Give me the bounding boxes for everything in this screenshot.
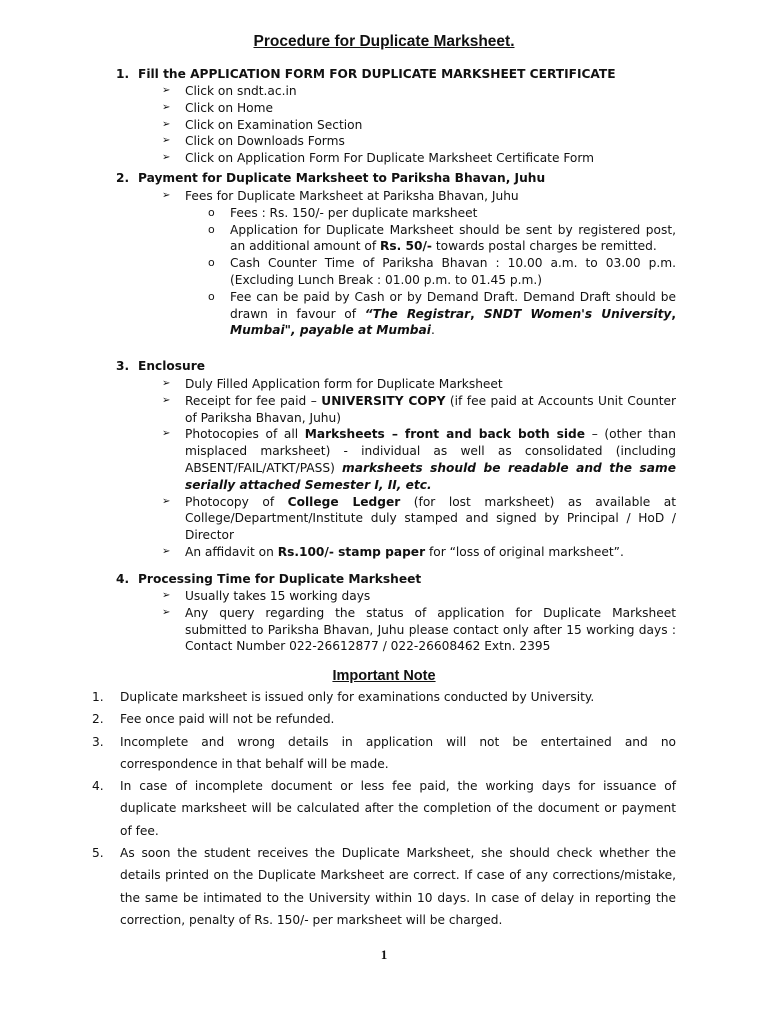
arrow-bullet-icon: ➢: [162, 152, 171, 164]
note-item: 4. In case of incomplete document or less fee paid, the working days for issuance of duplicate marksheet will be calculated after the completion of the document or payment of fee.: [92, 779, 676, 838]
section-4-list: [162, 588, 676, 655]
arrow-bullet-icon: ➢: [162, 394, 171, 406]
arrow-bullet-icon: ➢: [162, 378, 171, 389]
arrow-bullet-icon: ➢: [162, 428, 171, 440]
section-3-heading: [116, 358, 676, 375]
fees-sublist: [185, 205, 676, 339]
arrow-bullet-icon: ➢: [162, 495, 171, 507]
section-heading-text: Enclosure: [138, 359, 205, 373]
circle-bullet-icon: o: [208, 205, 215, 219]
note-item: 1. Duplicate marksheet is issued only for examinations conducted by University.: [92, 690, 595, 704]
page-number: 1: [380, 947, 388, 962]
section-4-heading: [116, 571, 676, 588]
list-item: ➢ Duly Filled Application form for Duplicate Marksheet: [162, 377, 503, 391]
list-item: ➢ Usually takes 15 working days: [162, 589, 371, 603]
list-item: ➢ Click on Downloads Forms: [162, 134, 345, 149]
section-heading-text: Processing Time for Duplicate Marksheet: [138, 572, 422, 586]
section-heading-text: Fill the APPLICATION FORM FOR DUPLICATE MARKSHEET CERTIFICATE: [138, 67, 616, 81]
section-3-list: [162, 376, 676, 561]
sublist-item: o Cash Counter Time of Pariksha Bhavan : 10.00 a.m. to 03.00 p.m. (Excluding Lunch Break : 01.00 p.m. to 01.45 p.m.): [208, 256, 676, 287]
section-heading-text: Payment for Duplicate Marksheet to Pariksha Bhavan, Juhu: [138, 171, 546, 185]
arrow-bullet-icon: ➢: [162, 545, 171, 557]
list-item: ➢ Any query regarding the status of application for Duplicate Marksheet submitted to Pariksha Bhavan, Juhu please contact only after 15 working days : Contact Number 022-26612877 / 022-26608462 Extn. 2395: [162, 605, 676, 654]
arrow-bullet-icon: ➢: [162, 118, 171, 130]
list-item: ➢ An affidavit on Rs.100/- stamp paper for “loss of original marksheet”.: [162, 544, 624, 559]
list-item: ➢ Receipt for fee paid – UNIVERSITY COPY (if fee paid at Accounts Unit Counter of Pariksha Bhavan, Juhu): [162, 393, 677, 425]
list-item: ➢ Click on Home: [162, 100, 273, 115]
list-item: ➢ Click on Application Form For Duplicate Marksheet Certificate Form: [162, 151, 595, 166]
note-item: 2. Fee once paid will not be refunded.: [92, 712, 335, 727]
arrow-bullet-icon: ➢: [162, 606, 171, 618]
important-note-list: [92, 686, 676, 931]
sublist-item: o Fees : Rs. 150/- per duplicate marksheet: [208, 205, 478, 220]
note-item: 5. As soon the student receives the Duplicate Marksheet, she should check whether the details printed on the Duplicate Marksheet are correct. If case of any corrections/mistake, the same be intimated to the University within 10 days. In case of delay in reporting the correction, penalty of Rs. 150/- per marksheet will be charged.: [92, 846, 676, 927]
section-number: 3.: [116, 359, 130, 373]
important-note-title: Important Note: [332, 668, 436, 684]
list-item: ➢ Click on sndt.ac.in: [162, 84, 297, 98]
section-number: 4.: [116, 572, 130, 586]
circle-bullet-icon: o: [208, 256, 215, 270]
arrow-bullet-icon: ➢: [162, 135, 171, 147]
section-2-heading: [116, 170, 676, 187]
section-number: 2.: [116, 171, 130, 185]
circle-bullet-icon: o: [208, 222, 215, 236]
note-item: 3. Incomplete and wrong details in application will not be entertained and no correspondence in that behalf will be made.: [92, 734, 676, 771]
section-1-list: [162, 83, 676, 167]
sublist-item: o Application for Duplicate Marksheet should be sent by registered post, an additional amount of Rs. 50/- towards postal charges be remitted.: [208, 222, 676, 254]
page-title: Procedure for Duplicate Marksheet.: [253, 33, 515, 50]
arrow-bullet-icon: ➢: [162, 590, 171, 601]
list-item: ➢ Photocopy of College Ledger (for lost marksheet) as available at College/Department/Institute duly stamped and signed by Principal / HoD / Director: [162, 494, 676, 543]
list-item: ➢ Fees for Duplicate Marksheet at Pariksha Bhavan, Juhu o Fees : Rs. 150/- per duplicate marksheet o Application for Duplicate Marksheet should be sent by registered post, an additional amount of Rs. 50/- towards postal charges be remitted. o Cash Counter Time of Pariksha Bhavan : 10.00 a.m. to 03.00 p.m. (Excluding Lunch Break : 01.00 p.m. to 01.45 p.m.) o Fee can be paid by Cash or by Demand Draft. Demand Draft should be drawn in favour of “The Registrar, SNDT Women's University, Mumbai", payable at Mumbai.: [162, 189, 677, 338]
list-item: ➢ Click on Examination Section: [162, 117, 363, 132]
list-item: ➢ Photocopies of all Marksheets – front and back both side – (other than misplaced marksheet) - individual as well as consolidated (including ABSENT/FAIL/ATKT/PASS) marksheets should be readable and the same serially attached Semester I, II, etc.: [162, 427, 676, 492]
sublist-item: o Fee can be paid by Cash or by Demand Draft. Demand Draft should be drawn in favour of “The Registrar, SNDT Women's University, Mumbai", payable at Mumbai.: [208, 289, 677, 338]
section-2-list: [162, 188, 676, 339]
section-number: 1.: [116, 67, 130, 81]
circle-bullet-icon: o: [208, 289, 215, 303]
arrow-bullet-icon: ➢: [162, 190, 171, 201]
arrow-bullet-icon: ➢: [162, 101, 171, 113]
arrow-bullet-icon: ➢: [162, 85, 171, 96]
section-1-heading: [116, 66, 676, 83]
